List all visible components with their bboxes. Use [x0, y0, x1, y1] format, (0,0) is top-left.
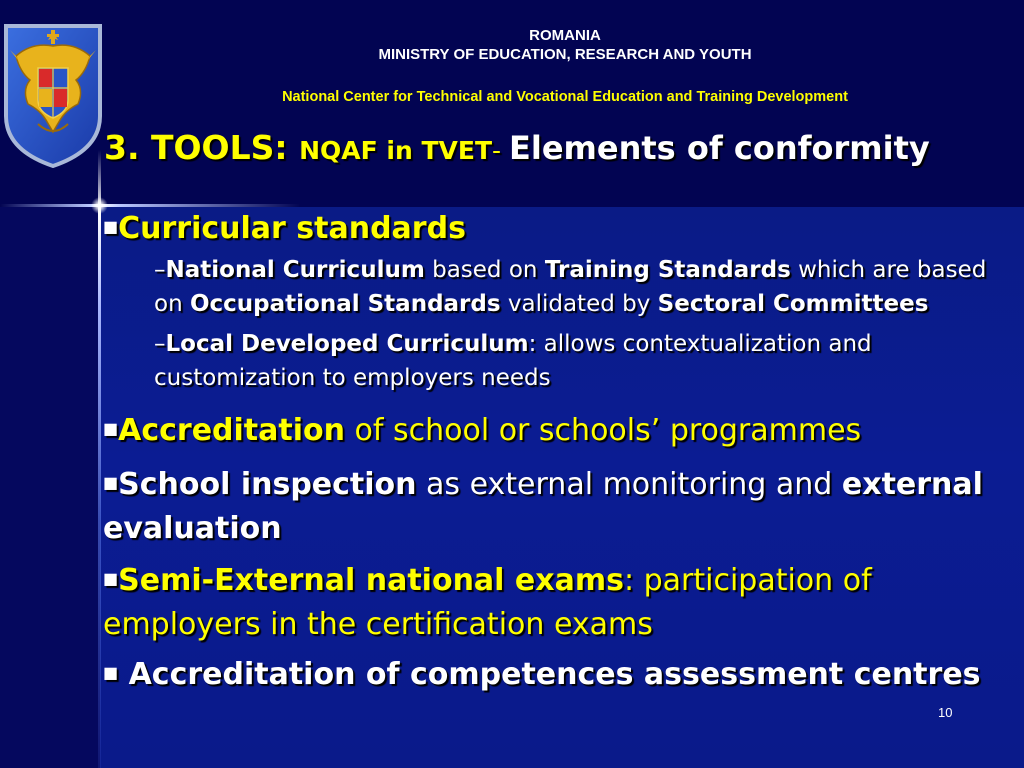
bold-text: external evaluation [103, 467, 983, 546]
sub-bullet-local-curriculum [154, 327, 1004, 395]
title-elements: Elements of conformity [508, 129, 930, 167]
bold-text: School inspection [118, 467, 417, 502]
bullet-accreditation [103, 407, 1003, 453]
bullet-national-exams [103, 557, 1003, 647]
bullet-label: Curricular standards [118, 211, 466, 246]
sub-bullet-national-curriculum [154, 253, 1004, 321]
plain-text: as external monitoring and [416, 467, 842, 502]
plain-text: validated by [500, 291, 658, 317]
header-center: National Center for Technical and Vocational Education and Training Development [282, 89, 848, 105]
dash-marker: – [154, 257, 166, 283]
bold-text: Accreditation of competences assessment centres [118, 657, 981, 692]
square-bullet-icon: ■ [103, 419, 119, 438]
title-nqaf: NQAF in TVET [299, 136, 493, 165]
romanian-coat-of-arms-icon [2, 20, 104, 168]
bullet-curricular-standards [103, 205, 1003, 251]
title-section: 3. TOOLS: [104, 128, 300, 167]
square-bullet-icon: ■ [103, 663, 119, 682]
bold-text: Accreditation [118, 413, 345, 448]
bullet-competences-centres [103, 651, 1003, 697]
header-country: ROMANIA [529, 27, 601, 44]
bold-text: Local Developed Curriculum [165, 331, 529, 357]
bullet-list [103, 203, 1003, 697]
bullet-school-inspection [103, 461, 1003, 551]
dash-marker: – [154, 331, 166, 357]
plain-text: based on [424, 257, 545, 283]
decorative-vertical-line [98, 150, 101, 768]
square-bullet-icon: ■ [103, 217, 119, 236]
plain-text: : allows contextualization and customization to employers needs [154, 331, 872, 391]
slide-title [104, 128, 1024, 176]
slide-number: 10 [938, 705, 953, 720]
plain-text: of school or schools’ programmes [345, 413, 862, 448]
bold-text: Occupational Standards [189, 291, 501, 317]
bold-text: Training Standards [544, 257, 791, 283]
plain-text: : participation of employers in the certification exams [103, 563, 872, 642]
bold-text: Semi-External national exams [118, 563, 624, 598]
header-ministry: MINISTRY OF EDUCATION, RESEARCH AND YOUTH [378, 46, 752, 63]
square-bullet-icon: ■ [103, 569, 119, 588]
plain-text: which are based on [154, 257, 987, 317]
bold-text: Sectoral Committees [657, 291, 929, 317]
bold-text: National Curriculum [165, 257, 425, 283]
title-dash: - [492, 136, 509, 165]
square-bullet-icon: ■ [103, 473, 119, 492]
